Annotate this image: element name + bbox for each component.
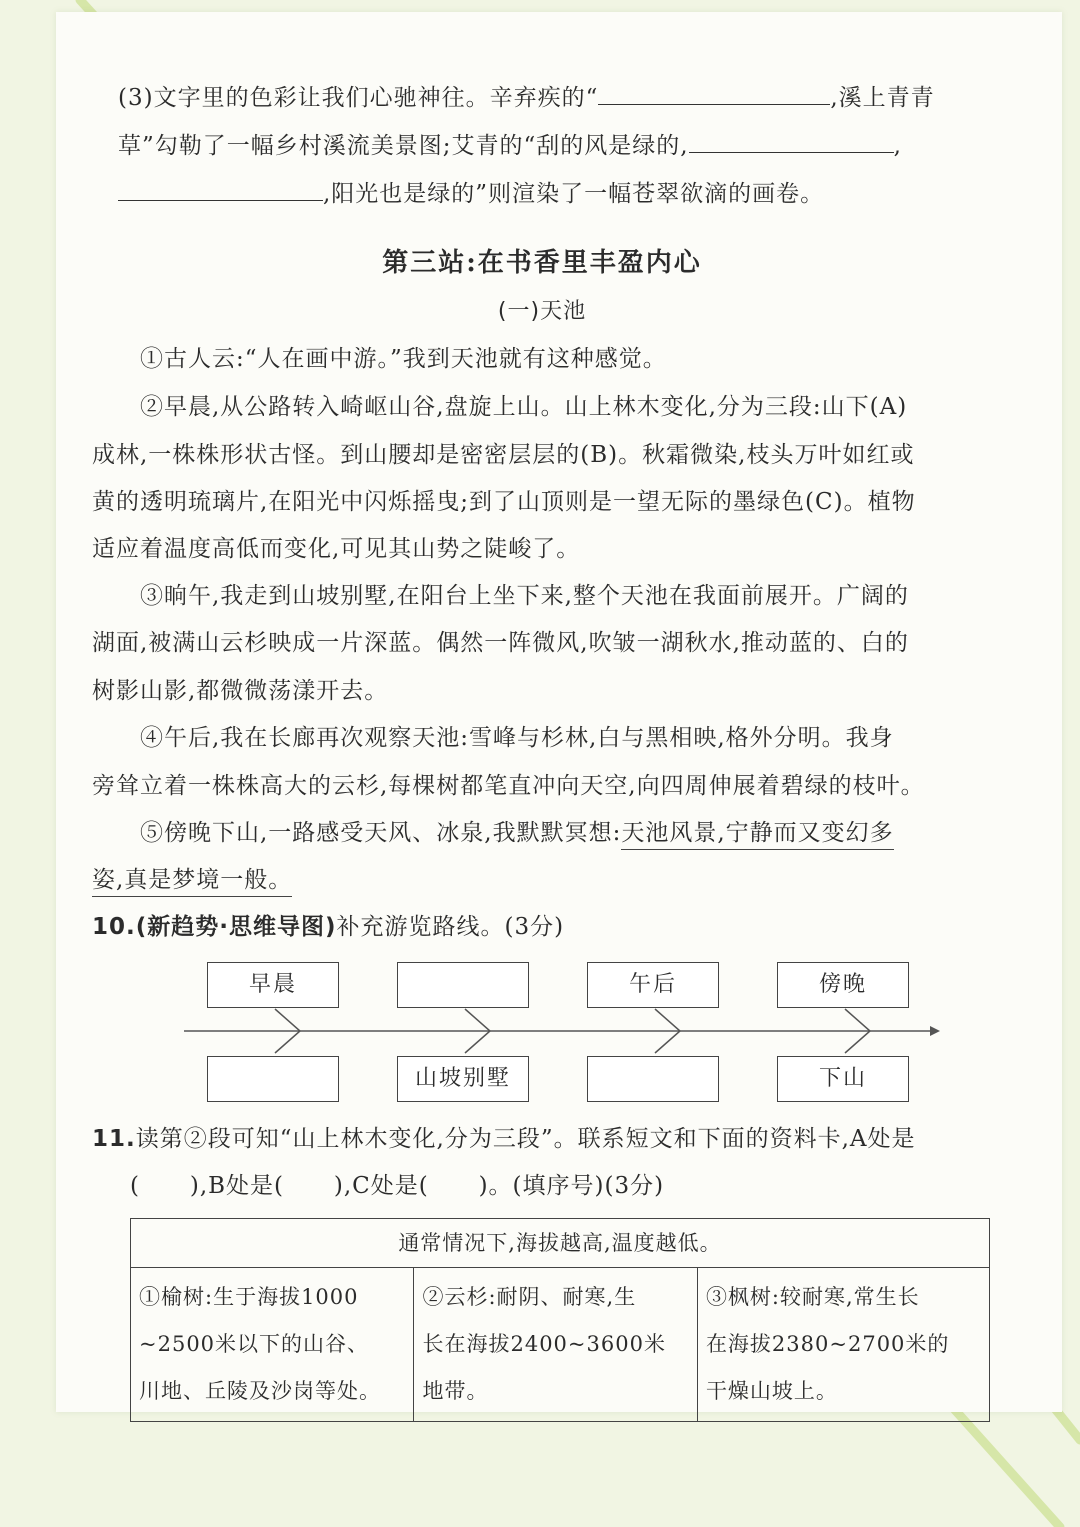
paragraph-3-line-1: ③晌午,我走到山坡别墅,在阳台上坐下来,整个天池在我面前展开。广阔的 [140,583,909,609]
question-10-number: 10. [92,914,136,940]
route-node-afternoon: 午后 [587,962,719,1008]
spruce-line-2: 长在海拔2400~3600米 [422,1332,666,1356]
question-11-text: 读第②段可知“山上林木变化,分为三段”。联系短文和下面的资料卡,A处是 [135,1126,916,1152]
question-11-number: 11. [92,1126,136,1152]
elm-line-3: 川地、丘陵及沙岗等处。 [139,1379,381,1403]
question-10-text: 补充游览路线。(3分) [336,914,565,940]
paragraph-5-text: ⑤傍晚下山,一路感受天风、冰泉,我默默冥想: [140,820,622,846]
passage-title: (一)天池 [497,299,587,324]
route-node-morning: 早晨 [207,962,339,1008]
paragraph-3-line-2: 湖面,被满山云杉映成一片深蓝。偶然一阵微风,吹皱一湖秋水,推动蓝的、白的 [92,630,909,656]
underlined-sentence-part-1: 天池风景,宁静而又变幻多 [621,820,893,850]
elm-line-2: ~2500米以下的山谷、 [139,1332,370,1356]
maple-line-3: 干燥山坡上。 [705,1379,838,1403]
question-11-line-2[interactable]: ( ),B处是( ),C处是( )。(填序号)(3分) [130,1173,665,1199]
paragraph-1: ①古人云:“人在画中游。”我到天池就有这种感觉。 [140,346,667,372]
underlined-sentence-part-2: 姿,真是梦境一般。 [92,867,292,897]
spruce-line-3: 地带。 [422,1379,489,1403]
route-node-blank-bottom-2[interactable] [587,1056,719,1102]
paragraph-3-line-3: 树影山影,都微微荡漾开去。 [92,678,389,704]
station-title: 第三站:在书香里丰盈内心 [382,248,702,278]
route-node-villa: 山坡别墅 [397,1056,529,1102]
data-card-maple [697,1268,989,1422]
route-node-blank-top[interactable] [397,962,529,1008]
route-node-downhill: 下山 [777,1056,909,1102]
question-11-line-1 [92,1124,992,1154]
paragraph-4-line-1: ④午后,我在长廊再次观察天池:雪峰与杉林,白与黑相映,格外分明。我身 [140,725,894,751]
question-3-text-e: ,阳光也是绿的”则渲染了一幅苍翠欲滴的画卷。 [323,181,825,207]
paragraph-2-line-2: 成林,一株株形状古怪。到山腰却是密密层层的(B)。秋霜微染,枝头万叶如红或 [92,442,915,468]
spruce-line-1: ②云杉:耐阴、耐寒,生 [422,1285,637,1309]
route-node-blank-bottom-1[interactable] [207,1056,339,1102]
paragraph-2-line-4: 适应着温度高低而变化,可见其山势之陡峻了。 [92,536,581,562]
question-3-text-d: , [893,133,902,159]
question-3-text-c: 草”勾勒了一幅乡村溪流美景图;艾青的“刮的风是绿的, [118,133,689,159]
elm-line-1: ①榆树:生于海拔1000 [139,1285,359,1309]
data-card-header: 通常情况下,海拔越高,温度越低。 [131,1219,990,1268]
paragraph-4-line-2: 旁耸立着一株株高大的云杉,每棵树都笔直冲向天空,向四周伸展着碧绿的枝叶。 [92,773,925,799]
data-card-table [130,1218,990,1422]
paragraph-2-line-3: 黄的透明琉璃片,在阳光中闪烁摇曳;到了山顶则是一望无际的墨绿色(C)。植物 [92,489,916,515]
paragraph-2-line-1: ②早晨,从公路转入崎岖山谷,盘旋上山。山上林木变化,分为三段:山下(A) [140,394,908,420]
question-10-tag: (新趋势·思维导图) [135,914,337,940]
maple-line-2: 在海拔2380~2700米的 [705,1332,950,1356]
data-card-elm [131,1268,414,1422]
question-3-text-b: ,溪上青青 [830,85,935,111]
maple-line-1: ③枫树:较耐寒,常生长 [705,1285,920,1309]
route-node-evening: 傍晚 [777,962,909,1008]
data-card-spruce [414,1268,697,1422]
question-3-text-a: (3)文字里的色彩让我们心驰神往。辛弃疾的“ [118,85,599,111]
